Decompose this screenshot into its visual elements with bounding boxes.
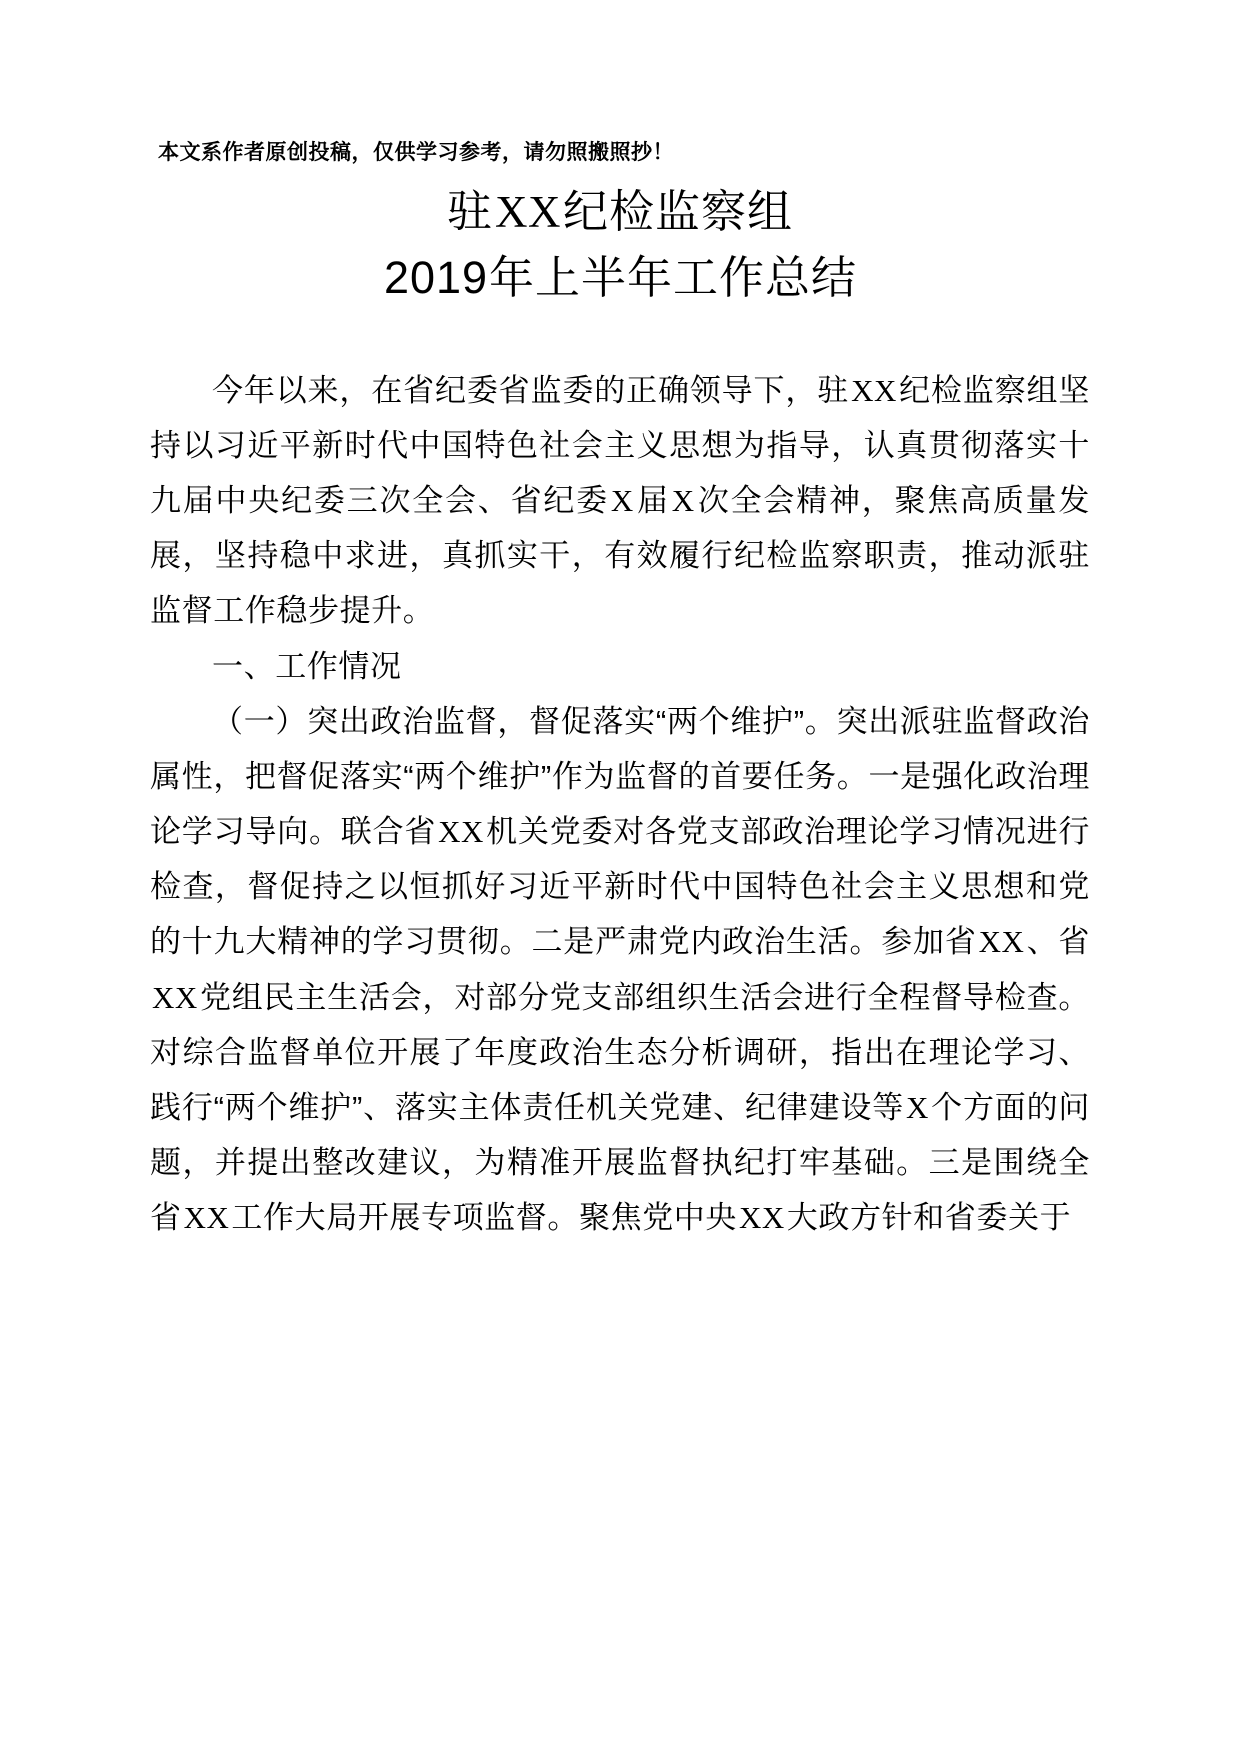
latin-run: X bbox=[610, 483, 634, 519]
page-title bbox=[150, 179, 1090, 311]
latin-run: XX bbox=[152, 979, 198, 1015]
document-body bbox=[150, 363, 1090, 1246]
paragraph-section-one-a: （一）突出政治监督，督促落实“两个维护”。突出派驻监督政治属性，把督促落实“两个维护”作为监督的首要任务。一是强化政治理论学习导向。联合省XX机关党委对各党支部政治理论学习情况进行检查，督促持之以恒抓好习近平新时代中国特色社会主义思想和党的十九大精神的学习贯彻。二是严肃党内政治生活。参加省XX、省XX党组民主生活会，对部分党支部组织生活会进行全程督导检查。对综合监督单位开展了年度政治生态分析调研，指出在理论学习、践行“两个维护”、落实主体责任机关党建、纪律建设等X个方面的问题，并提出整改建议，为精准开展监督执纪打牢基础。三是围绕全省XX工作大局开展专项监督。聚焦党中央XX大政方针和省委关于 bbox=[150, 703, 1090, 1236]
disclaimer-notice: 本文系作者原创投稿，仅供学习参考，请勿照搬照抄！ bbox=[158, 141, 674, 164]
latin-run: XX bbox=[739, 1200, 785, 1236]
latin-run: XX bbox=[183, 1200, 230, 1236]
latin-run: XX bbox=[495, 187, 561, 238]
title-line-2: 2019年上半年工作总结 bbox=[383, 252, 858, 304]
latin-run: X bbox=[906, 1089, 929, 1125]
heading-work-situation: 一、工作情况 bbox=[212, 648, 402, 684]
latin-run: X bbox=[671, 483, 695, 519]
latin-run: 2019 bbox=[383, 252, 489, 304]
title-line-1: 驻XX纪检监察组 bbox=[446, 186, 794, 238]
latin-run: XX bbox=[978, 924, 1025, 960]
latin-run: XX bbox=[851, 372, 897, 408]
paragraph-intro: 今年以来，在省纪委省监委的正确领导下，驻XX纪检监察组坚持以习近平新时代中国特色社会主义思想为指导，认真贯彻落实十九届中央纪委三次全会、省纪委X届X次全会精神，聚焦高质量发展，坚持稳中求进，真抓实干，有效履行纪检监察职责，推动派驻监督工作稳步提升。 bbox=[150, 372, 1090, 629]
latin-run: XX bbox=[438, 814, 484, 850]
